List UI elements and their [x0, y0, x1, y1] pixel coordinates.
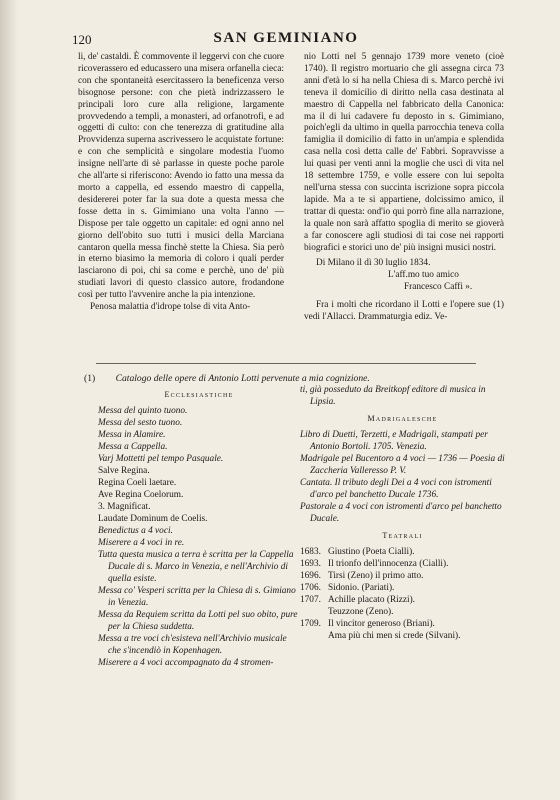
opera-title: Sidonio. (Pariati).: [328, 583, 395, 593]
year: 1683.: [300, 547, 321, 557]
list-item: [300, 570, 505, 582]
year: 1709.: [300, 619, 321, 629]
year: 1693.: [300, 559, 321, 569]
opera-title: Giustino (Poeta Cialli).: [328, 547, 415, 557]
year: 1707.: [300, 595, 321, 605]
left-paragraph: Penosa malattia d'idrope tolse di vita Anto-: [90, 302, 251, 313]
main-column-right: [304, 52, 504, 324]
binding-shadow: [0, 0, 18, 800]
dateline: Di Milano il dì 30 luglio 1834.: [316, 258, 431, 269]
list-item: Cantata. Il tributo degli Dei a 4 voci con istromenti d'arco pel banchetto Ducale 1736.: [300, 478, 492, 500]
opera-title: Teuzzone (Zeno).: [328, 607, 394, 617]
list-item: [300, 594, 505, 606]
right-tail-paragraph: Fra i molti che ricordano il Lotti e l'opere sue (1) vedi l'Allacci. Drammaturgia ediz. Ve-: [304, 300, 504, 323]
list-item: Messa a tre voci ch'esisteva nell'Archivio musicale che s'incendiò in Kopenhagen.: [98, 634, 287, 656]
ecclesiastiche-list: [98, 405, 300, 669]
list-item: Benedictus a 4 voci.: [98, 526, 173, 536]
footnote-heading: [84, 373, 504, 384]
madrigalesche-list: [300, 429, 505, 525]
list-item: [300, 558, 505, 570]
closing: L'aff.mo tuo amico: [388, 270, 459, 281]
list-item: Miserere a 4 voci in re.: [98, 538, 185, 548]
list-item: Madrigale pel Bucentoro a 4 voci — 1736 — Poesia di Zaccheria Valleresso P. V.: [300, 454, 505, 476]
opera-title: Achille placato (Rizzi).: [328, 595, 415, 605]
letter-signature: [304, 258, 504, 294]
list-item: [300, 582, 505, 594]
list-item: Messa da Requiem scritta da Lotti pel suo obito, pure per la Chiesa suddetta.: [98, 610, 298, 632]
list-item: Messa del quinto tuono.: [98, 406, 188, 416]
footnote-column-left: [98, 384, 300, 669]
list-item: Ave Regina Coelorum.: [98, 490, 184, 500]
footnote-marker: (1): [84, 373, 96, 384]
section-heading-teatrali: Teatrali: [382, 531, 423, 540]
list-item: Messa co' Vesperi scritta per la Chiesa di s. Gimiano in Venezia.: [98, 586, 296, 608]
opera-title: Ama più chi men si crede (Silvani).: [328, 631, 461, 641]
list-item: [300, 630, 505, 642]
page-number: 120: [72, 32, 92, 47]
right-paragraph: nio Lotti nel 5 gennajo 1739 more veneto (cioè 1740). Il registro mortuario che gli assegna circa 73 anni d'età lo si ha nella Chiesa di s. Marco perchè ivi teneva il domicilio di diritto nella casa destinata al maestro di Cappella nel fabbricato della Canonica: ma il di lui cadavere fu deposto in s. Gimimiano, poich'egli da ultimo in quella parrocchia teneva colla famiglia il domicilio di fatto in un'ampia e splendida casa nella così detta calle de' Fabbri. Sopravvisse a lui quasi per venti anni la moglie che uscì di vita nel 18 settembre 1759, e volle essere con lui sepolta nell'urna stessa con succinta iscrizione sopra piccola lapide. Ma a te si appartiene, dolcissimo amico, il trattar di questa: ond'io qui porrò fine alla narrazione, la quale non sarà affatto spoglia di merito se gioverà a far conoscere agli studiosi di tai cose nei rapporti biografici e storici uno de' più insigni musici nostri.: [304, 52, 504, 253]
opera-title: Il vincitor generoso (Briani).: [328, 619, 435, 629]
list-item: Regina Coeli laetare.: [98, 478, 177, 488]
section-heading-ecclesiastiche: Ecclesiastiche: [164, 390, 234, 399]
left-paragraph: li, de' castaldi. È commovente il leggervi con che cuore ricoverassero ed educassero una misera orfanella cieca: con che spontaneità esercitassero la beneficenza verso bisognose persone: con che pietà indrizzassero le principali loro cure alla religione, largamente provvedendo a templi, a monasteri, ad orfanotrofi, e ad oggetti di culto: con che tenerezza di gratitudine alla Provvidenza superna ascrivessero le acquistate fortune: e con che semplicità e singolare modestia l'uomo insigne nell'arte di sè parlasse in queste poche parole che all'arte si riferiscono: Avendo io fatto una messa da morto a cappella, ed essendo maestro di cappella, desidererei poter far la sua dote a questa messa che fosse detta in s. Gimimiano una volta l'anno — Dispose per tale oggetto un capitale: ed ogni anno nel giorno dell'obito suo tutti i musici della Marciana cantaron quella messa finchè stette la Chiesa. Sia però in eterno biasimo la memoria di coloro i quali perder lasciarono di poi, chi sa come e perchè, uno de' più studiati lavori di questo classico autore, frodandone così per tutto l'avvenire anche la pia intenzione.: [78, 52, 284, 301]
teatrali-list: [300, 546, 505, 642]
running-head: SAN GEMINIANO: [213, 30, 359, 46]
year: 1696.: [300, 571, 321, 581]
page-header: [72, 30, 500, 50]
list-item: Laudate Dominum de Coelis.: [98, 514, 208, 524]
list-item: Miserere a 4 voci accompagnato da 4 stromen-: [98, 658, 274, 668]
list-item: Messa in Alamire.: [98, 430, 166, 440]
footnote-title: Catalogo delle opere di Antonio Lotti pervenute a mia cognizione.: [115, 373, 370, 384]
footnote-divider: [96, 363, 476, 364]
list-item: Messa a Cappella.: [98, 442, 168, 452]
list-item: Libro di Duetti, Terzetti, e Madrigali, stampati per Antonio Bortoli. 1705. Venezia.: [300, 430, 488, 452]
list-item: Tutta questa musica a terra è scritta per la Cappella Ducale di s. Marco in Venezia, e nell'Archivio di quella esiste.: [98, 550, 294, 584]
list-item: Messa del sesto tuono.: [98, 418, 183, 428]
list-item: Pastorale a 4 voci con istromenti d'arco pel banchetto Ducale.: [300, 502, 502, 524]
section-heading-madrigalesche: Madrigalesche: [367, 414, 438, 423]
year: 1706.: [300, 583, 321, 593]
footnote-column-right: [300, 384, 505, 642]
list-item: 3. Magnificat.: [98, 502, 151, 512]
signature-name: Francesco Caffi ».: [404, 282, 473, 293]
opera-title: Tirsi (Zeno) il primo atto.: [328, 571, 424, 581]
list-item: [300, 618, 505, 630]
list-item: Salve Regina.: [98, 466, 150, 476]
opera-title: Il trionfo dell'innocenza (Cialli).: [328, 559, 449, 569]
list-item: Varj Mottetti pel tempo Pasquale.: [98, 454, 224, 464]
main-column-left: [78, 52, 284, 314]
list-continuation: ti, già posseduto da Breitkopf editore di musica in Lipsia.: [300, 385, 486, 407]
list-item: [300, 606, 505, 618]
list-item: [300, 546, 505, 558]
